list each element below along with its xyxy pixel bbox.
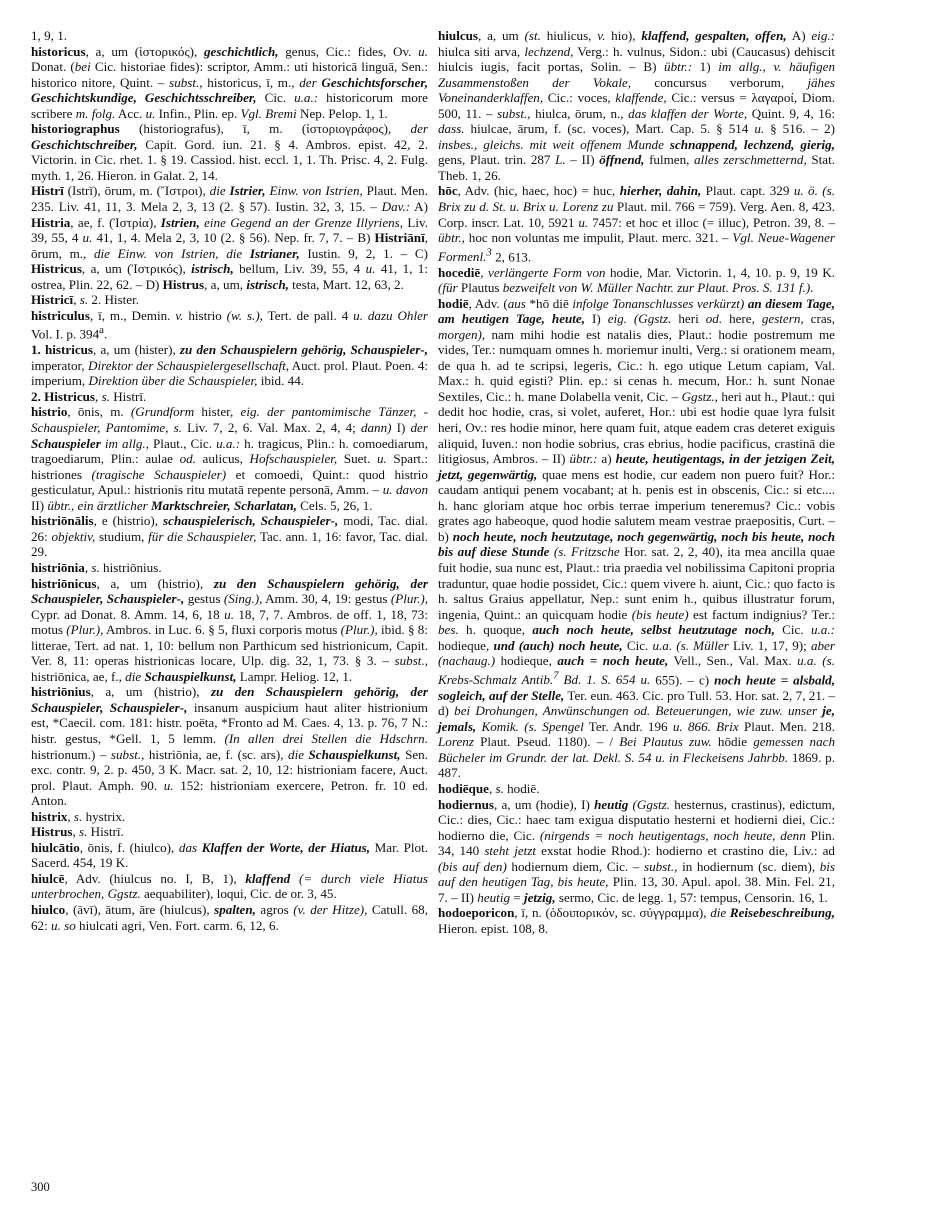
dictionary-entry: historicus, a, um (ἱστορικός), geschichtlich, genus, Cic.: fides, Ov. u. Donat. (bei Cic. historiae fides): scriptor, Amm.: uti historicā linguā, Sen.: historico nitore, Quint. – subst., historicus, ī, m., der Geschichtsforscher, Geschichtskundige, Geschichtsschreiber, Cic. u.a.: historicorum more scribere m. folg. Acc. u. Infin., Plin. ep. Vgl. Bremi Nep. Pelop. 1, 1. bbox=[31, 43, 428, 121]
dictionary-entry: hiulco, (āvī), ātum, āre (hiulcus), spalten, agros (v. der Hitze), Catull. 68, 62: u. so hiulcati agri, Ven. Fort. carm. 6, 12, 6. bbox=[31, 901, 428, 933]
dictionary-entry: hiulcātio, ōnis, f. (hiulco), das Klaffen der Worte, der Hiatus, Mar. Plot. Sacerd. 454, 19 K. bbox=[31, 839, 428, 871]
dictionary-entry: hiulcus, a, um (st. hiulicus, v. hio), klaffend, gespalten, offen, A) eig.: hiulca siti arva, lechzend, Verg.: h. vulnus, Sidon.: ubi (Caucasus) dehiscit hiulcis iugis, facit portas, Solin. – B) übtr.: 1) im allg., v. häufigen Zusammenstoßen der Vokale, concursus verborum, jähes Voneinanderklaffen, Cic.: voces, klaffende, Cic.: versus = λαγαροί, Diom. 500, 11. – subst., hiulca, ōrum, n., das klaffen der Worte, Quint. 9, 4, 16: dass. hiulcae, ārum, f. (sc. voces), Mart. Cap. 5. § 514 u. § 516. – 2) insbes., gleichs. mit weit offenem Munde schnappend, lechzend, gierig, gens, Plaut. trin. 287 L. – II) öffnend, fulmen, alles zerschmetternd, Stat. Theb. 1, 26. bbox=[438, 28, 836, 183]
dictionary-entry: historiographus (historiografus), ī, m. (ἱστοριογράφος), der Geschichtschreiber, Capit. Gord. iun. 21. § 4. Ambros. epist. 42, 2. Victorin. in Cic. rhet. 1. § 19. Cassiod. hist. eccl. 1, 1. Th. Prisc. 4, 2. Fulg. myth. 1, 26. Hieron. in Galat. 2, 14. bbox=[31, 121, 428, 183]
dictionary-entry: Histrī (Istrī), ōrum, m. (Ἴστροι), die Istrier, Einw. von Istrien, Plaut. Men. 235. Liv. 41, 11, 3. Mela 2, 3, 13 (2. § 57). Iustin. 32, 3, 15. – Dav.: A) Histria, ae, f. (Ἰστρία), Istrien, eine Gegend an der Grenze Illyriens, Liv. 39, 55, 4 u. 41, 1, 4. Mela 2, 3, 10 (2. § 56). Nep. fr. 7, 7. – B) Histriānī, ōrum, m., die Einw. von Istrien, die Istrianer, Iustin. 9, 2, 1. – C) Histricus, a, um (Ἰστρικός), istrisch, bellum, Liv. 39, 55, 4 u. 41, 1, 1: ostrea, Plin. 22, 62. – D) Histrus, a, um, istrisch, testa, Mart. 12, 63, 2. bbox=[31, 183, 428, 292]
dictionary-entry: 1. histricus, a, um (hister), zu den Schauspielern gehörig, Schauspieler-, imperator, Direktor der Schauspielergesellschaft, Auct. prol. Plaut. Poen. 4: imperium, Direktion über die Schauspieler, ibid. 44. bbox=[31, 342, 429, 389]
dictionary-entry: histriōnicus, a, um (histrio), zu den Schauspielern gehörig, der Schauspieler, Schauspieler-, gestus (Sing.), Amm. 30, 4, 19: gestus (Plur.), Cypr. ad Donat. 8. Amm. 14, 6, 18 u. 18, 7, 7. Ambros. de off. 1, 18, 73: motus (Plur.), Ambros. in Luc. 6. § 5, fluxi corporis motus (Plur.), ibid. § 8: litterae, Tert. ad nat. 1, 10: bellum non Parthicum sed histrionicum, Capit. Ver. 8, 11: operas histrionicas locare, Ulp. dig. 32, 1, 73. § 3. – subst., histriōnica, ae, f., die Schauspielkunst, Lampr. Heliog. 12, 1. bbox=[31, 575, 428, 684]
dictionary-entry: hodiernus, a, um (hodie), I) heutig (Ggstz. hesternus, crastinus), edictum, Cic.: dies, Cic.: haec tam exigua disputatio hesterni et hodierni diei, Cic.: hodierno die, Cic. (nirgends = noch heutigentags, noch heute, denn Plin. 34, 140 steht jetzt exstat hodie Rhod.): hodierno et crastino die, Liv.: ad (bis auf den) hodiernum diem, Cic. – subst., in hodiernum (sc. diem), bis auf den heutigen Tag, bis heute, Plin. 13, 30. Apul. apol. 38. Min. Fel. 21, 7. – II) heutig = jetzig, sermo, Cic. de legg. 1, 57: tempus, Censorin. 16, 1. bbox=[438, 796, 836, 905]
dictionary-entry: hodiē, Adv. (aus *hō diē infolge Tonanschlusses verkürzt) an diesem Tage, am heutigen Tage, heute, I) eig. (Ggstz. heri od. here, gestern, cras, morgen), nam mihi hodie est natalis dies, Plaut.: hodie postremum me vides, Ter.: numquam omnes h. moriemur inulti, Verg.: si orationem meam, de qua h. ad te scripsi, legeris, Cic.: h. ego utique Letum capiam, Val. Max.: h. quid egisti? Plin. ep.: si cenas h. mecum, Hor.: h. sunt Nonae Sextiles, Cic.: h. mane Dolabella venit, Cic. – Ggstz., heri aut h., Plaut.: qui dedit hoc hodie, cras, si volet, auferet, Hor.: ubi est hodie quae lyra fulsit heri, Ov.: res hodie minor, here quam fuit, atque eadem cras deteret exiguis aliquid, Iuven.: non hodie sobrius, cras ebrius, hodie pacificus, crastinā die litigiosus, Ambros. – II) übtr.: a) heute, heutigentags, in der jetzigen Zeit, jetzt, gegenwärtig, quae mens est hodie, cur eadem non puero fuit? Hor.: caudam antiqui penem vocabant; at h. penis est in obscenis, Cic.: si etc.... h. hanc gloriam atque hoc orbis terrae imperium teneremus? Cic.: vobis grates ago habeoque, quod hodie salutem meam vestrae praepositis, Curt. – b) noch heute, noch heutzutage, noch gegenwärtig, noch bis heute, noch bis auf diese Stunde (s. Fritzsche Hor. sat. 2, 2, 40), ita mea ancilla quae fuit hodie, sua nunc est, Plaut.: tria praedia vel nobilissima Capitoni propria traduntur, quae hodie possidet, Cic.: quem vivere h. aiunt, Cic.: quo facto is h. saltus Graius appellatur, Nep.: sunt enim h., quibus illustratur forum, ingenia, Quint.: an quicquam hodie (bis heute) est factum indignius? Ter.: bes. h. quoque, auch noch heute, selbst heutzutage noch, Cic. u.a.: hodieque, und (auch) noch heute, Cic. u.a. (s. Müller Liv. 1, 17, 9); aber (nachaug.) hodieque, auch = noch heute, Vell., Sen., Val. Max. u.a. (s. Krebs-Schmalz Antib.$^7$ Bd. 1. S. 654 u. 655). – c) noch heute = alsbald, sogleich, auf der Stelle, Ter. eun. 463. Cic. pro Tull. 53. Hor. sat. 2, 7, 21. – d) bei Drohungen, Anwünschungen od. Beteuerungen, wie zuw. unser je, jemals, Komik. (s. Spengel Ter. Andr. 196 u. 866. Brix Plaut. Men. 218. Lorenz Plaut. Pseud. 1180). – / Bei Plautus zuw. hōdie gemessen nach Bücheler im Grundr. der lat. Dekl. S. 54 u. in Fleckeisens Jahrbb. 1869. p. 487. bbox=[438, 295, 836, 781]
right-column bbox=[438, 28, 835, 936]
dictionary-entry: Histricī, s. 2. Hister. bbox=[31, 292, 140, 308]
dictionary-entry: histriōnālis, e (histrio), schauspielerisch, Schauspieler-, modi, Tac. dial. 26: objektiv, studium, für die Schauspieler, Tac. ann. 1, 16: favor, Tac. dial. 29. bbox=[31, 513, 428, 560]
dictionary-entry: hocediē, verlängerte Form von hodie, Mar. Victorin. 1, 4, 10. p. 9, 19 K. (für Plautus bezweifelt von W. Müller Nachtr. zur Plaut. Pros. S. 131 f.). bbox=[438, 264, 836, 296]
dictionary-entry: Histrus, s. Histrī. bbox=[31, 824, 124, 840]
dictionary-entry: hodoeporicon, ī, n. (ὁδοιπορικόν, sc. σύγγραμμα), die Reisebeschreibung, Hieron. epist. 108, 8. bbox=[438, 905, 835, 936]
dictionary-entry: hiulcē, Adv. (hiulcus no. I, B, 1), klaffend (= durch viele Hiatus unterbrochen, Ggstz. aequabiliter), loqui, Cic. de or. 3, 45. bbox=[31, 870, 428, 902]
dictionary-entry: hōc, Adv. (hic, haec, hoc) = huc, hierher, dahin, Plaut. capt. 329 u. ö. (s. Brix zu d. St. u. Brix u. Lorenz zu Plaut. mil. 766 = 759). Verg. Aen. 8, 423. Corp. inscr. Lat. 10, 5921 u. 7457: et hoc et illoc (= illuc), Petron. 39, 8. – übtr., hoc non voluntas me impulit, Plaut. merc. 321. – Vgl. Neue-Wagener Formenl.$^3$ 2, 613. bbox=[438, 183, 836, 265]
page-number: 300 bbox=[31, 1180, 50, 1194]
dictionary-entry: histriōnius, a, um (histrio), zu den Schauspielern gehörig, der Schauspieler, Schauspieler-, insanum auspicium haut aliter histrionium est, *Caecil. com. 181: histr. poëta, *Fronto ad M. Caes. 4, 13. p. 76, 7 N.: histr. gestus, *Gell. 1, 5 lemm. (In allen drei Stellen die Hdschrn. histrionum.) – subst., histriōnia, ae, f. (sc. ars), die Schauspielkunst, Sen. exc. contr. 9, 2. p. 450, 3 K. Macr. sat. 2, 10, 12: histrioniam facere, Auct. prol. Plaut. Amph. 90. u. 152: histrioniam exercere, Petron. fr. 10 ed. Anton. bbox=[31, 684, 428, 809]
dictionary-entry: 2. Histricus, s. Histrī. bbox=[31, 388, 147, 404]
dictionary-entry: histrio, ōnis, m. (Grundform hister, eig. der pantomimische Tänzer, -Schauspieler, Pantomime, s. Liv. 7, 2, 6. Val. Max. 2, 4, 4; dann) I) der Schauspieler im allg., Plaut., Cic. u.a.: h. tragicus, Plin.: h. comoediarum, tragoediarum, Plin.: aulae od. aulicus, Hofschauspieler, Suet. u. Spart.: histriones (tragische Schauspieler) et comoedi, Quint.: quod histrio gesticulatur, Apul.: histrionis ritu mutatā repente personā, Amm. – u. davon II) übtr., ein ärztlicher Marktschreier, Scharlatan, Cels. 5, 26, 1. bbox=[31, 404, 429, 513]
dictionary-entry: 1, 9, 1. bbox=[31, 28, 68, 43]
dictionary-entry: histriōnia, s. histriōnius. bbox=[31, 559, 162, 575]
dictionary-entry: hodiēque, s. hodiē. bbox=[438, 780, 540, 796]
dictionary-entry: histrix, s. hystrix. bbox=[31, 808, 126, 824]
dictionary-entry: histriculus, ī, m., Demin. v. histrio (w. s.), Tert. de pall. 4 u. dazu Ohler Vol. I. p. 394$^a$. bbox=[31, 307, 429, 342]
left-column bbox=[31, 28, 428, 933]
